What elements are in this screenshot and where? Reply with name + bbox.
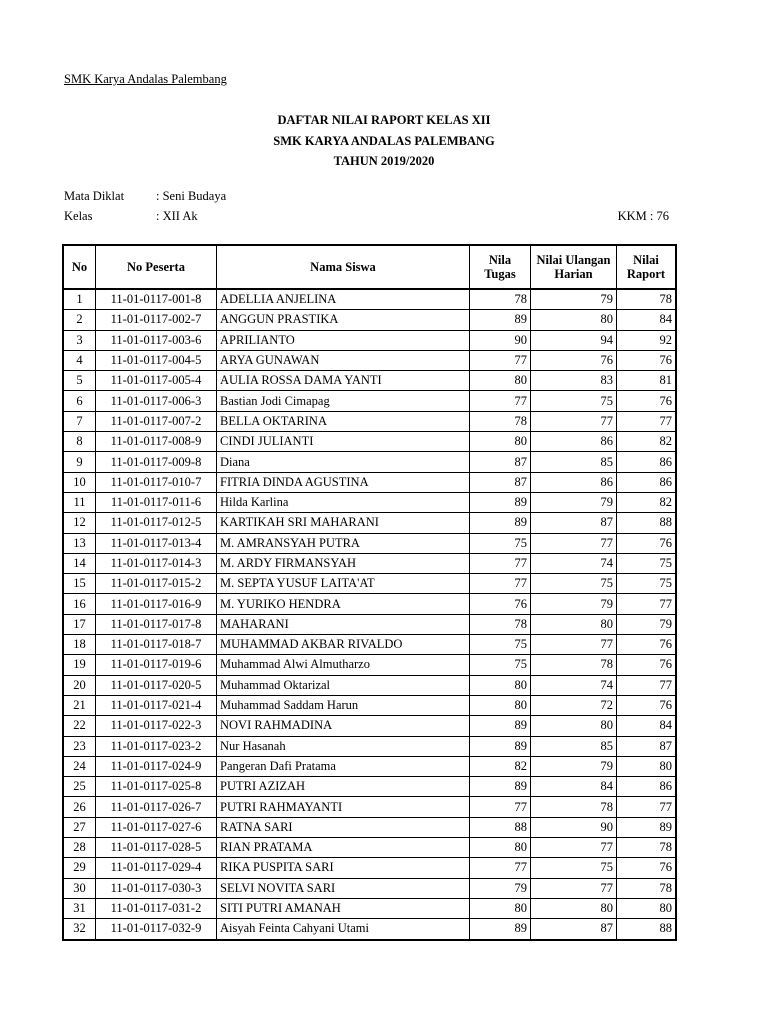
cell-student-name: Pangeran Dafi Pratama — [217, 756, 470, 776]
cell-exam-score: 83 — [531, 371, 617, 391]
cell-report-score: 79 — [617, 614, 677, 634]
table-row — [63, 492, 676, 512]
cell-no: 27 — [63, 817, 96, 837]
cell-exam-score: 94 — [531, 330, 617, 350]
cell-no: 14 — [63, 553, 96, 573]
cell-no: 1 — [63, 289, 96, 310]
table-row — [63, 736, 676, 756]
cell-participant-number: 11-01-0117-017-8 — [96, 614, 217, 634]
cell-report-score: 82 — [617, 432, 677, 452]
cell-student-name: MAHARANI — [217, 614, 470, 634]
cell-participant-number: 11-01-0117-007-2 — [96, 411, 217, 431]
cell-participant-number: 11-01-0117-014-3 — [96, 553, 217, 573]
cell-participant-number: 11-01-0117-027-6 — [96, 817, 217, 837]
cell-task-score: 90 — [470, 330, 531, 350]
cell-student-name: RATNA SARI — [217, 817, 470, 837]
cell-no: 6 — [63, 391, 96, 411]
subject-info — [64, 189, 226, 204]
table-row — [63, 919, 676, 940]
cell-exam-score: 77 — [531, 533, 617, 553]
cell-task-score: 82 — [470, 756, 531, 776]
table-row — [63, 675, 676, 695]
cell-participant-number: 11-01-0117-011-6 — [96, 492, 217, 512]
cell-student-name: Hilda Karlina — [217, 492, 470, 512]
cell-report-score: 75 — [617, 553, 677, 573]
table-row — [63, 411, 676, 431]
cell-no: 10 — [63, 472, 96, 492]
cell-task-score: 78 — [470, 614, 531, 634]
cell-report-score: 87 — [617, 736, 677, 756]
cell-exam-score: 79 — [531, 594, 617, 614]
cell-no: 18 — [63, 635, 96, 655]
cell-task-score: 89 — [470, 716, 531, 736]
cell-task-score: 77 — [470, 350, 531, 370]
cell-no: 32 — [63, 919, 96, 940]
cell-participant-number: 11-01-0117-010-7 — [96, 472, 217, 492]
cell-report-score: 92 — [617, 330, 677, 350]
cell-report-score: 84 — [617, 310, 677, 330]
cell-participant-number: 11-01-0117-009-8 — [96, 452, 217, 472]
cell-exam-score: 87 — [531, 919, 617, 940]
class-value: : XII Ak — [156, 209, 198, 223]
cell-participant-number: 11-01-0117-026-7 — [96, 797, 217, 817]
cell-student-name: M. SEPTA YUSUF LAITA'AT — [217, 574, 470, 594]
table-row — [63, 432, 676, 452]
class-label: Kelas — [64, 209, 93, 223]
cell-no: 8 — [63, 432, 96, 452]
cell-student-name: RIKA PUSPITA SARI — [217, 858, 470, 878]
title-line-2: SMK KARYA ANDALAS PALEMBANG — [273, 133, 495, 148]
cell-no: 13 — [63, 533, 96, 553]
cell-student-name: KARTIKAH SRI MAHARANI — [217, 513, 470, 533]
table-row — [63, 716, 676, 736]
table-row — [63, 513, 676, 533]
class-info — [64, 209, 198, 224]
cell-report-score: 76 — [617, 391, 677, 411]
table-row — [63, 391, 676, 411]
cell-participant-number: 11-01-0117-029-4 — [96, 858, 217, 878]
cell-exam-score: 76 — [531, 350, 617, 370]
cell-no: 12 — [63, 513, 96, 533]
cell-exam-score: 90 — [531, 817, 617, 837]
table-row — [63, 878, 676, 898]
cell-student-name: CINDI JULIANTI — [217, 432, 470, 452]
kkm-value: KKM : 76 — [617, 209, 669, 223]
cell-no: 21 — [63, 695, 96, 715]
cell-participant-number: 11-01-0117-008-9 — [96, 432, 217, 452]
title-line-1: DAFTAR NILAI RAPORT KELAS XII — [277, 113, 491, 127]
cell-exam-score: 79 — [531, 756, 617, 776]
cell-report-score: 80 — [617, 756, 677, 776]
cell-student-name: PUTRI AZIZAH — [217, 777, 470, 797]
cell-no: 2 — [63, 310, 96, 330]
cell-no: 30 — [63, 878, 96, 898]
cell-participant-number: 11-01-0117-032-9 — [96, 919, 217, 940]
cell-participant-number: 11-01-0117-005-4 — [96, 371, 217, 391]
cell-no: 25 — [63, 777, 96, 797]
cell-task-score: 75 — [470, 655, 531, 675]
table-row — [63, 289, 676, 310]
cell-exam-score: 77 — [531, 411, 617, 431]
header-report-score: Nilai Raport — [617, 245, 677, 289]
cell-no: 15 — [63, 574, 96, 594]
subject-label: Mata Diklat — [64, 189, 125, 203]
cell-task-score: 79 — [470, 878, 531, 898]
cell-report-score: 88 — [617, 919, 677, 940]
cell-participant-number: 11-01-0117-028-5 — [96, 838, 217, 858]
cell-no: 5 — [63, 371, 96, 391]
cell-student-name: M. AMRANSYAH PUTRA — [217, 533, 470, 553]
header-no: No — [63, 245, 96, 289]
cell-report-score: 78 — [617, 289, 677, 310]
cell-exam-score: 72 — [531, 695, 617, 715]
cell-task-score: 78 — [470, 289, 531, 310]
cell-exam-score: 75 — [531, 858, 617, 878]
cell-participant-number: 11-01-0117-019-6 — [96, 655, 217, 675]
cell-student-name: Bastian Jodi Cimapag — [217, 391, 470, 411]
cell-no: 22 — [63, 716, 96, 736]
cell-task-score: 80 — [470, 898, 531, 918]
cell-student-name: RIAN PRATAMA — [217, 838, 470, 858]
table-row — [63, 797, 676, 817]
cell-participant-number: 11-01-0117-022-3 — [96, 716, 217, 736]
table-row — [63, 452, 676, 472]
cell-report-score: 76 — [617, 350, 677, 370]
cell-no: 26 — [63, 797, 96, 817]
cell-exam-score: 74 — [531, 553, 617, 573]
cell-exam-score: 86 — [531, 432, 617, 452]
cell-report-score: 89 — [617, 817, 677, 837]
cell-report-score: 76 — [617, 695, 677, 715]
cell-task-score: 88 — [470, 817, 531, 837]
cell-no: 16 — [63, 594, 96, 614]
table-row — [63, 310, 676, 330]
table-row — [63, 898, 676, 918]
cell-participant-number: 11-01-0117-004-5 — [96, 350, 217, 370]
cell-exam-score: 77 — [531, 838, 617, 858]
cell-exam-score: 74 — [531, 675, 617, 695]
cell-no: 23 — [63, 736, 96, 756]
cell-exam-score: 85 — [531, 452, 617, 472]
cell-report-score: 77 — [617, 594, 677, 614]
cell-exam-score: 75 — [531, 391, 617, 411]
cell-task-score: 80 — [470, 838, 531, 858]
cell-student-name: BELLA OKTARINA — [217, 411, 470, 431]
cell-task-score: 77 — [470, 858, 531, 878]
cell-report-score: 81 — [617, 371, 677, 391]
cell-exam-score: 79 — [531, 289, 617, 310]
cell-report-score: 82 — [617, 492, 677, 512]
cell-no: 4 — [63, 350, 96, 370]
document-title — [0, 110, 768, 172]
subject-value: : Seni Budaya — [156, 189, 227, 203]
cell-no: 11 — [63, 492, 96, 512]
table-row — [63, 594, 676, 614]
title-line-3: TAHUN 2019/2020 — [333, 154, 435, 168]
cell-participant-number: 11-01-0117-012-5 — [96, 513, 217, 533]
table-row — [63, 533, 676, 553]
table-row — [63, 756, 676, 776]
cell-student-name: ANGGUN PRASTIKA — [217, 310, 470, 330]
cell-report-score: 77 — [617, 675, 677, 695]
cell-student-name: APRILIANTO — [217, 330, 470, 350]
cell-student-name: MUHAMMAD AKBAR RIVALDO — [217, 635, 470, 655]
cell-no: 3 — [63, 330, 96, 350]
cell-task-score: 77 — [470, 391, 531, 411]
table-row — [63, 574, 676, 594]
cell-student-name: FITRIA DINDA AGUSTINA — [217, 472, 470, 492]
cell-participant-number: 11-01-0117-003-6 — [96, 330, 217, 350]
cell-task-score: 89 — [470, 513, 531, 533]
header-exam-score: Nilai Ulangan Harian — [531, 245, 617, 289]
table-body — [63, 289, 676, 940]
cell-task-score: 87 — [470, 472, 531, 492]
cell-no: 24 — [63, 756, 96, 776]
cell-participant-number: 11-01-0117-018-7 — [96, 635, 217, 655]
table-row — [63, 350, 676, 370]
cell-task-score: 77 — [470, 797, 531, 817]
cell-participant-number: 11-01-0117-030-3 — [96, 878, 217, 898]
cell-report-score: 86 — [617, 452, 677, 472]
table-row — [63, 858, 676, 878]
cell-report-score: 86 — [617, 472, 677, 492]
cell-report-score: 77 — [617, 797, 677, 817]
cell-report-score: 75 — [617, 574, 677, 594]
table-row — [63, 635, 676, 655]
cell-student-name: M. YURIKO HENDRA — [217, 594, 470, 614]
cell-task-score: 80 — [470, 371, 531, 391]
cell-student-name: Nur Hasanah — [217, 736, 470, 756]
cell-exam-score: 77 — [531, 878, 617, 898]
cell-student-name: M. ARDY FIRMANSYAH — [217, 553, 470, 573]
cell-task-score: 80 — [470, 432, 531, 452]
cell-no: 28 — [63, 838, 96, 858]
cell-student-name: Aisyah Feinta Cahyani Utami — [217, 919, 470, 940]
cell-student-name: PUTRI RAHMAYANTI — [217, 797, 470, 817]
cell-task-score: 77 — [470, 574, 531, 594]
table-row — [63, 838, 676, 858]
cell-report-score: 76 — [617, 533, 677, 553]
cell-exam-score: 85 — [531, 736, 617, 756]
cell-student-name: Diana — [217, 452, 470, 472]
cell-exam-score: 79 — [531, 492, 617, 512]
cell-student-name: ARYA GUNAWAN — [217, 350, 470, 370]
header-participant-number: No Peserta — [96, 245, 217, 289]
cell-participant-number: 11-01-0117-002-7 — [96, 310, 217, 330]
cell-no: 9 — [63, 452, 96, 472]
cell-participant-number: 11-01-0117-013-4 — [96, 533, 217, 553]
cell-student-name: ADELLIA ANJELINA — [217, 289, 470, 310]
cell-no: 7 — [63, 411, 96, 431]
cell-task-score: 89 — [470, 310, 531, 330]
cell-task-score: 80 — [470, 695, 531, 715]
cell-report-score: 88 — [617, 513, 677, 533]
cell-exam-score: 80 — [531, 716, 617, 736]
cell-task-score: 80 — [470, 675, 531, 695]
table-header-row — [63, 245, 676, 289]
cell-exam-score: 80 — [531, 614, 617, 634]
cell-student-name: NOVI RAHMADINA — [217, 716, 470, 736]
cell-report-score: 86 — [617, 777, 677, 797]
header-task-score: Nila Tugas — [470, 245, 531, 289]
table-row — [63, 371, 676, 391]
table-row — [63, 655, 676, 675]
cell-exam-score: 87 — [531, 513, 617, 533]
cell-student-name: Muhammad Saddam Harun — [217, 695, 470, 715]
cell-report-score: 78 — [617, 838, 677, 858]
cell-participant-number: 11-01-0117-006-3 — [96, 391, 217, 411]
cell-task-score: 77 — [470, 553, 531, 573]
cell-student-name: AULIA ROSSA DAMA YANTI — [217, 371, 470, 391]
cell-no: 17 — [63, 614, 96, 634]
cell-exam-score: 80 — [531, 310, 617, 330]
cell-no: 19 — [63, 655, 96, 675]
cell-exam-score: 80 — [531, 898, 617, 918]
table-row — [63, 695, 676, 715]
cell-report-score: 78 — [617, 878, 677, 898]
cell-participant-number: 11-01-0117-021-4 — [96, 695, 217, 715]
table-row — [63, 817, 676, 837]
grades-table — [62, 244, 677, 941]
cell-report-score: 76 — [617, 858, 677, 878]
cell-no: 31 — [63, 898, 96, 918]
table-row — [63, 330, 676, 350]
cell-participant-number: 11-01-0117-001-8 — [96, 289, 217, 310]
cell-student-name: Muhammad Oktarizal — [217, 675, 470, 695]
cell-participant-number: 11-01-0117-016-9 — [96, 594, 217, 614]
cell-participant-number: 11-01-0117-024-9 — [96, 756, 217, 776]
cell-exam-score: 86 — [531, 472, 617, 492]
cell-no: 29 — [63, 858, 96, 878]
cell-participant-number: 11-01-0117-031-2 — [96, 898, 217, 918]
cell-task-score: 75 — [470, 533, 531, 553]
cell-exam-score: 84 — [531, 777, 617, 797]
table-row — [63, 553, 676, 573]
cell-report-score: 77 — [617, 411, 677, 431]
cell-report-score: 76 — [617, 635, 677, 655]
school-name-header: SMK Karya Andalas Palembang — [64, 72, 227, 86]
table-row — [63, 614, 676, 634]
cell-exam-score: 78 — [531, 655, 617, 675]
header-student-name: Nama Siswa — [217, 245, 470, 289]
cell-task-score: 76 — [470, 594, 531, 614]
cell-no: 20 — [63, 675, 96, 695]
cell-participant-number: 11-01-0117-023-2 — [96, 736, 217, 756]
cell-student-name: Muhammad Alwi Almutharzo — [217, 655, 470, 675]
cell-task-score: 78 — [470, 411, 531, 431]
cell-student-name: SELVI NOVITA SARI — [217, 878, 470, 898]
cell-task-score: 75 — [470, 635, 531, 655]
cell-participant-number: 11-01-0117-020-5 — [96, 675, 217, 695]
cell-task-score: 89 — [470, 492, 531, 512]
cell-participant-number: 11-01-0117-025-8 — [96, 777, 217, 797]
cell-student-name: SITI PUTRI AMANAH — [217, 898, 470, 918]
cell-exam-score: 77 — [531, 635, 617, 655]
cell-report-score: 80 — [617, 898, 677, 918]
cell-task-score: 87 — [470, 452, 531, 472]
table-row — [63, 777, 676, 797]
cell-task-score: 89 — [470, 736, 531, 756]
cell-task-score: 89 — [470, 777, 531, 797]
table-row — [63, 472, 676, 492]
cell-task-score: 89 — [470, 919, 531, 940]
cell-report-score: 84 — [617, 716, 677, 736]
cell-participant-number: 11-01-0117-015-2 — [96, 574, 217, 594]
cell-report-score: 76 — [617, 655, 677, 675]
cell-exam-score: 75 — [531, 574, 617, 594]
cell-exam-score: 78 — [531, 797, 617, 817]
